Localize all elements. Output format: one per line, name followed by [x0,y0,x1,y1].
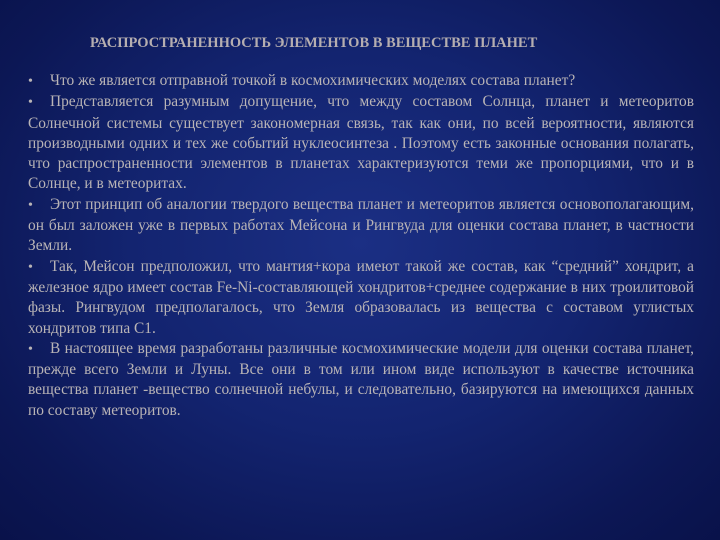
slide-body [28,71,694,421]
bullet-icon: • [28,95,33,111]
bullet-icon: • [28,197,33,213]
bullet-paragraph [28,71,694,92]
paragraph-text: Этот принцип об аналогии твердого вещества планет и метеоритов является основополагающим, он был заложен уже в первых работах Мейсона и Рингвуда для оценки состава планет, в частности Земли. [28,195,694,255]
bullet-icon: • [28,259,33,275]
bullet-paragraph [28,92,694,194]
paragraph-text: Представляется разумным допущение, что между составом Солнца, планет и метеоритов Солнечной системы существует закономерная связь, так как они, по всей вероятности, являются производными одних и тех же событий нуклеосинтеза . Поэтому есть законные основания полагать, что распространенности элементов в планетах характеризуются теми же пропорциями, что и в Солнце, и в метеоритах. [28,93,694,193]
bullet-icon: • [28,74,33,89]
bullet-paragraph [28,257,694,339]
paragraph-text: Так, Мейсон предположил, что мантия+кора имеют такой же состав, как “средний” хондрит, а железное ядро имеет состав Fe-Ni-составляющей хондритов+среднее содержание в них троилитовой фазы. Рингвудом предполагалось, что Земля образовалась из вещества с составом углистых хондритов типа С1. [28,257,694,337]
bullet-icon: • [28,341,33,357]
paragraph-text: Что же является отправной точкой в космохимических моделях состава планет? [50,72,576,89]
paragraph-text: В настоящее время разработаны различные космохимические модели для оценки состава планет, прежде всего Земли и Луны. Все они в том или ином виде используют в качестве источника вещества планет -вещество солнечной небулы, и следовательно, базируются на имеющихся данных по составу метеоритов. [28,339,694,419]
bullet-paragraph [28,339,694,421]
slide-title: РАСПРОСТРАНЕННОСТЬ ЭЛЕМЕНТОВ В ВЕЩЕСТВЕ ПЛАНЕТ [90,35,538,51]
bullet-paragraph [28,195,694,257]
